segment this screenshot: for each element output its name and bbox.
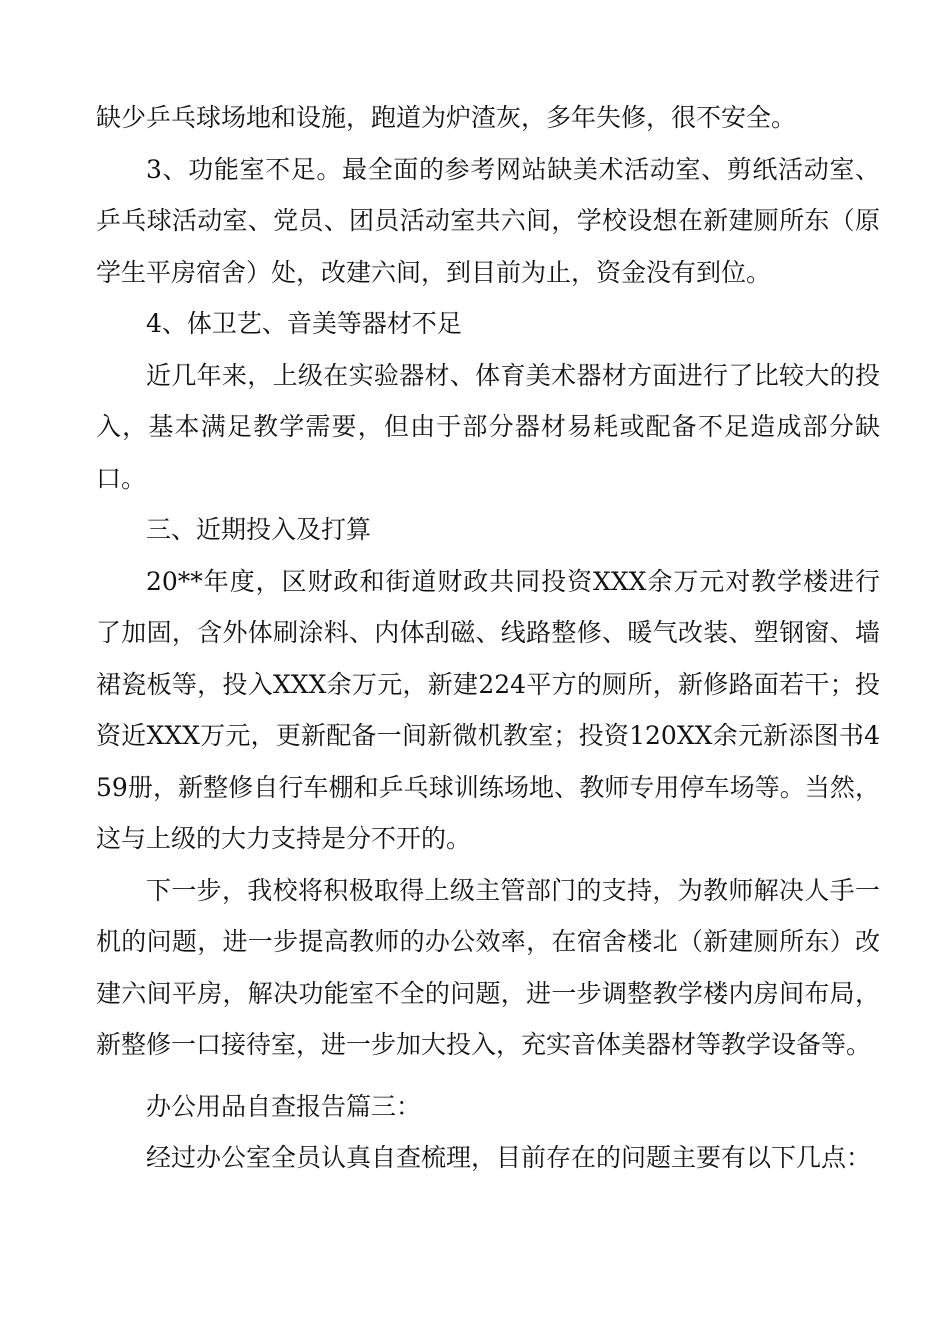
paragraph-investment: 20**年度，区财政和街道财政共同投资XXX余万元对教学楼进行了加固，含外体刷涂料、内体刮磁、线路整修、暖气改装、塑钢窗、墙裙瓷板等，投入XXX余万元，新建224平方的厕所，新修路面若干；投资近XXX万元，更新配备一间新微机教室；投资120XX余元新添图书459册，新整修自行车棚和乒乓球训练场地、教师专用停车场等。当然，这与上级的大力支持是分不开的。 <box>96 566 880 853</box>
section-heading-report-three: 办公用品自查报告篇三： <box>146 1091 422 1121</box>
paragraph-equipment-heading: 4、体卫艺、音美等器材不足 <box>146 309 462 338</box>
paragraph-function-rooms: 3、功能室不足。最全面的参考网站缺美术活动室、剪纸活动室、乒乓球活动室、党员、团员活动室共六间，学校设想在新建厕所东（原学生平房宿舍）处，改建六间，到目前为止，资金没有到位。 <box>96 154 880 287</box>
paragraph-continuation: 缺少乒乓球场地和设施，跑道为炉渣灰，多年失修，很不安全。 <box>96 103 797 132</box>
document-body <box>96 92 880 1184</box>
section-heading-investment: 三、近期投入及打算 <box>146 515 372 544</box>
paragraph-equipment: 近几年来，上级在实验器材、体育美术器材方面进行了比较大的投入，基本满足教学需要，但由于部分器材易耗或配备不足造成部分缺口。 <box>96 360 880 493</box>
paragraph-issues-intro: 经过办公室全员认真自查梳理，目前存在的问题主要有以下几点： <box>146 1143 872 1172</box>
paragraph-next-steps: 下一步，我校将积极取得上级主管部门的支持，为教师解决人手一机的问题，进一步提高教师的办公效率，在宿舍楼北（新建厕所东）改建六间平房，解决功能室不全的问题，进一步调整教学楼内房间布局，新整修一口接待室，进一步加大投入，充实音体美器材等教学设备等。 <box>96 875 880 1059</box>
